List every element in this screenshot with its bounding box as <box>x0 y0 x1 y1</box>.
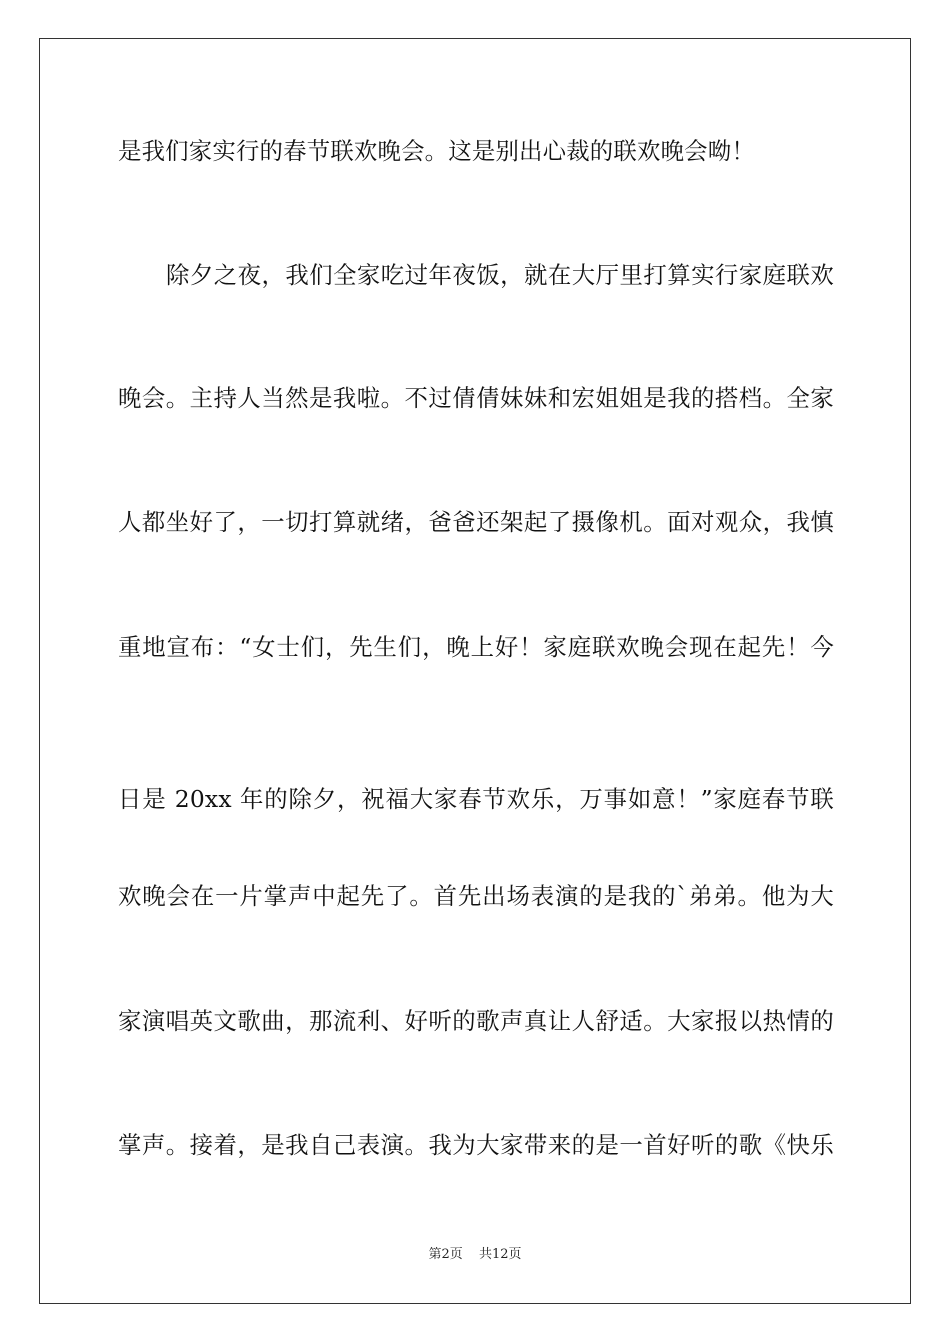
paragraph-line-5: 重地宣布：“女士们，先生们，晚上好！家庭联欢晚会现在起先！今 <box>118 633 834 661</box>
paragraph-line-2: 除夕之夜，我们全家吃过年夜饭，就在大厅里打算实行家庭联欢 <box>166 261 834 289</box>
paragraph-line-7: 欢晚会在一片掌声中起先了。首先出场表演的是我的`弟弟。他为大 <box>118 882 834 910</box>
page-number-current: 第2页 <box>428 1247 463 1262</box>
paragraph-line-3: 晚会。主持人当然是我啦。不过倩倩妹妹和宏姐姐是我的搭档。全家 <box>118 384 834 412</box>
page-border <box>39 38 911 1304</box>
paragraph-line-1: 是我们家实行的春节联欢晚会。这是别出心裁的联欢晚会呦！ <box>118 137 755 165</box>
paragraph-line-6: 日是 20xx 年的除夕，祝福大家春节欢乐，万事如意！”家庭春节联 <box>118 785 834 813</box>
paragraph-line-8: 家演唱英文歌曲，那流利、好听的歌声真让人舒适。大家报以热情的 <box>118 1007 834 1035</box>
page-footer <box>0 1246 950 1264</box>
paragraph-line-9: 掌声。接着，是我自己表演。我为大家带来的是一首好听的歌《快乐 <box>118 1131 834 1159</box>
paragraph-line-4: 人都坐好了，一切打算就绪，爸爸还架起了摄像机。面对观众，我慎 <box>118 508 834 536</box>
page-number-total: 共12页 <box>478 1247 522 1262</box>
